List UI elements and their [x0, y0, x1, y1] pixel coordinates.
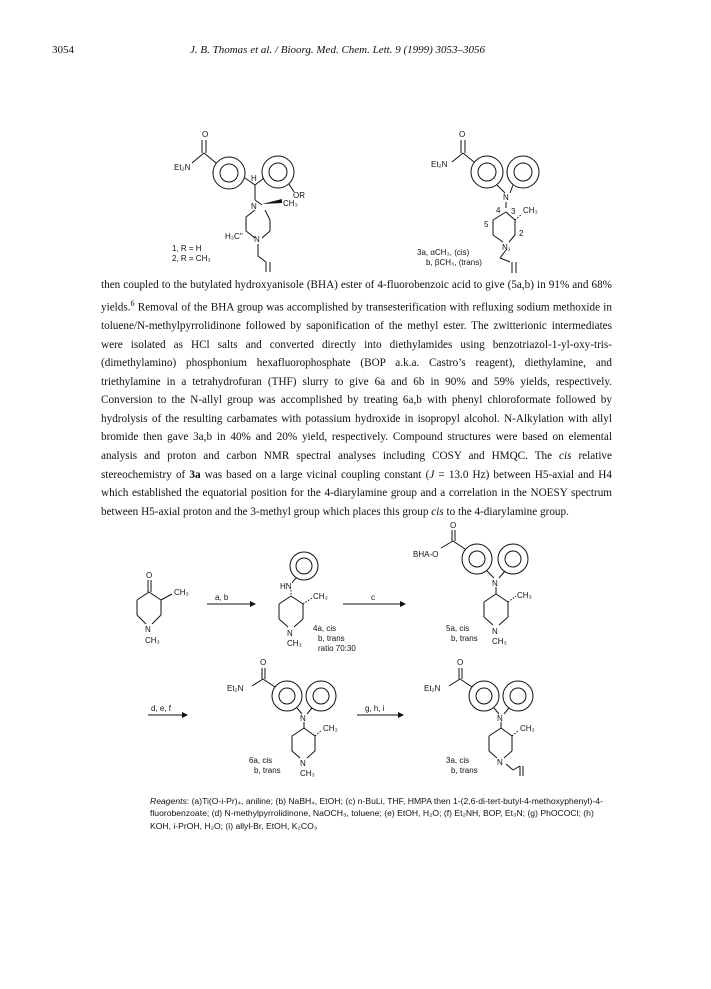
c5-ch3: CH₃	[517, 591, 532, 600]
pos3: 3	[511, 207, 516, 216]
label-3a: 3a, αCH₃, (cis)	[417, 248, 470, 257]
compound-5-structure	[441, 530, 528, 625]
et2n-left: Et₂N	[174, 163, 191, 172]
c3-n: N	[497, 714, 503, 723]
pos2: 2	[519, 229, 524, 238]
c6-ch3: CH₃	[323, 724, 338, 733]
ch3-ring-left: CH₃	[283, 199, 298, 208]
carbonyl-o-right: O	[459, 130, 466, 139]
c5-o: O	[450, 521, 457, 530]
c4-ch3: CH₃	[313, 592, 328, 601]
sm-o: O	[146, 571, 153, 580]
pos4: 4	[496, 206, 501, 215]
c3-a: 3a, cis	[446, 756, 470, 765]
c4-n: N	[287, 629, 293, 638]
c4-nch3: CH₃	[287, 639, 302, 648]
label-2: 2, R = CH₃	[172, 254, 211, 263]
arrow-4-label: g, h, i	[365, 704, 385, 713]
c6-et: Et₂N	[227, 684, 244, 693]
sm-ch3: CH₃	[174, 588, 189, 597]
c4-b: b, trans	[318, 634, 345, 643]
c6-a: 6a, cis	[249, 756, 273, 765]
c5-n: N	[492, 579, 498, 588]
page-number: 3054	[52, 44, 74, 56]
c4-hn: HN	[280, 582, 292, 591]
c5-b: b, trans	[451, 634, 478, 643]
n-upper: N	[251, 202, 257, 211]
n-lower: N	[254, 235, 260, 244]
scheme	[0, 520, 711, 790]
c4-ratio: ratio 70:30	[318, 644, 356, 653]
arrow-2-label: c	[371, 593, 375, 602]
arrow-3-label: d, e, f	[151, 704, 172, 713]
et2n-right: Et₂N	[431, 160, 448, 169]
running-title: J. B. Thomas et al. / Bioorg. Med. Chem. Lett. 9 (1999) 3053–3056	[190, 44, 486, 56]
label-1: 1, R = H	[172, 244, 202, 253]
c6-b: b, trans	[254, 766, 281, 775]
arrow-1-label: a, b	[215, 593, 229, 602]
sm-n: N	[145, 625, 151, 634]
starting-material-structure	[137, 580, 172, 624]
c6-n2: N	[300, 759, 306, 768]
label-3b: b, βCH₃, (trans)	[426, 258, 482, 267]
c3-et: Et₂N	[424, 684, 441, 693]
c5-bha: BHA-O	[413, 550, 439, 559]
c5-nch3: CH₃	[492, 637, 507, 646]
compound-left-structure	[192, 140, 294, 272]
or-label: OR	[293, 191, 305, 200]
c4-a: 4a, cis	[313, 624, 337, 633]
c6-o: O	[260, 658, 267, 667]
c5-n2: N	[492, 627, 498, 636]
c3-o: O	[457, 658, 464, 667]
c6-n: N	[300, 714, 306, 723]
c5-a: 5a, cis	[446, 624, 470, 633]
c3-ch3: CH₃	[520, 724, 535, 733]
pos1: N₁	[502, 243, 511, 252]
sm-nch3: CH₃	[145, 636, 160, 645]
compound-6-structure	[252, 668, 336, 758]
c6-nch3: CH₃	[300, 769, 315, 778]
pos5: 5	[484, 220, 489, 229]
carbonyl-o-left: O	[202, 130, 209, 139]
body-paragraph: then coupled to the butylated hydroxyanisole (BHA) ester of 4-fluorobenzoic acid to give (5a,b) in 91% and 68% yields.$^6$ Removal of the BHA group was accomplished by transesterification with refluxing sodium methoxide in toluene/N-methylpyrrolidinone followed by saponification of the methyl ester. The zwitterionic intermediates were isolated as HCl salts and converted directly into diethylamides using benzotriazol-1-yl-oxy-tris-(dimethylamino) phosphonium hexafluorophosphate (BOP a.k.a. Castro’s reagent), diethylamine, and triethylamine in a tetrahydrofuran (THF) slurry to give 6a and 6b in 90% and 59% yields, respectively. Conversion to the N-allyl group was accomplished by treating 6a,b with phenyl chloroformate followed by hydrolysis of the resulting carbamates with potassium hydroxide in isopropyl alcohol. N-Alkylation with allyl bromide then gave 3a,b in 40% and 20% yield, respectively. Compound structures were based on elemental analysis and proton and carbon NMR spectral analyses including COSY and HMQC. The cis relative stereochemistry of 3a was based on a large vicinal coupling constant (J = 13.0 Hz) between H5-axial and H4 which established the equatorial position for the 4-diarylamine group and a correlation in the NOESY spectrum between H5-axial proton and the 3-methyl group which places this group cis to the 4-diarylamine group.	[101, 279, 612, 518]
h-label: H	[251, 174, 257, 183]
n-aryl-right: N	[503, 193, 509, 202]
h3c-label: H₃C''	[225, 232, 243, 241]
ch3-right: CH₃	[523, 206, 538, 215]
c3-b: b, trans	[451, 766, 478, 775]
scheme-caption: Reagents: (a)Ti(O-i-Pr)₄, aniline; (b) NaBH₄, EtOH; (c) n-BuLi, THF, HMPA then 1-(2,6-di-tert-butyl-4-methoxyphenyl)-4-fluorobenzoate; (d) N-methylpyrrolidinone, NaOCH₃, toluene; (e) EtOH, H₂O; (f) Et₂NH, BOP, Et₃N; (g) PhOCOCl; (h) KOH, i-PrOH, H₂O; (i) allyl-Br, EtOH, K₂CO₃	[150, 796, 603, 831]
figure-top	[0, 0, 711, 275]
c3-n2: N	[497, 758, 503, 767]
